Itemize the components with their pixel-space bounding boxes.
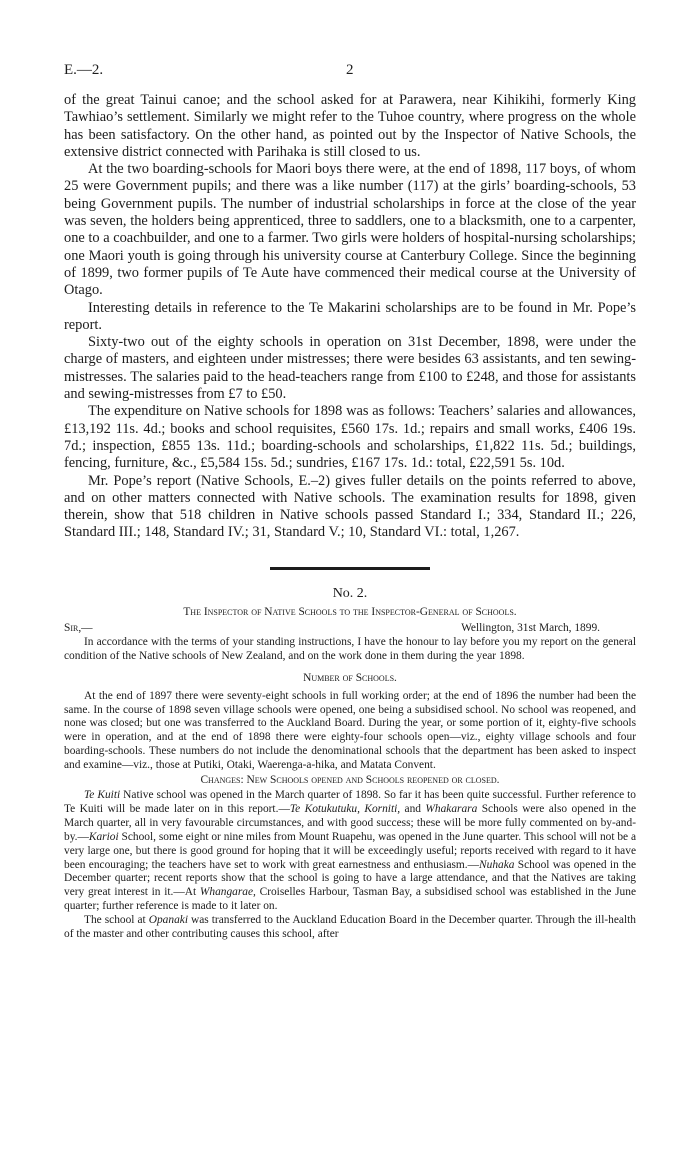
page-header [64,62,636,84]
school-name: Te Kuiti [84,788,121,801]
paragraph: The expenditure on Native schools for 1898 was as follows: Teachers’ salaries and allowances, £13,192 11s. 4d.; books and school requisites, £560 17s. 1d.; repairs and small works, £406 19s. 7d.; inspection, £855 13s. 11d.; boarding-schools and scholarships, £1,822 11s. 5d.; buildings, fencing, furniture, &c., £5,584 15s. 5d.; sundries, £167 17s. 1d.: total, £22,591 5s. 10d. [64,403,636,472]
inspector-letter [64,585,636,942]
place-date: Wellington, 31st March, 1899. [461,621,600,634]
paragraph [64,914,636,942]
text-run: Schools were also opened in the March quarter, all in very favourable circumstances, and with good success; these will be more fully commented on by-and-by.— [64,802,636,843]
school-name: Te Kotukutuku, Korniti, [289,802,401,815]
report-body [64,92,636,542]
text-run: Native school was opened in the March quarter of 1898. So far it has been quite successful. Further reference to Te Kuiti will be made later on in this report.— [64,788,636,815]
letter-title: The Inspector of Native Schools to the Inspector-General of Schools. [183,606,517,618]
paragraph: At the end of 1897 there were seventy-eight schools in full working order; at the end of 1896 the number had been the same. In the course of 1898 seven village schools were opened, one being a subsidised school. No school was reopened, and none was closed; but one was transferred to the Auckland Board. During the year, or some portion of it, eighty-five schools were in operation, and at the end of 1898 there were eighty-four schools open—viz., eighty village schools and four boarding-schools. These numbers do not include the denominational schools that the department has been asked to inspect and examine—viz., those at Putiki, Otaki, Waerenga-a-hika, and Matata Convent. [64,689,636,772]
section-divider [270,567,430,570]
section-heading: Number of Schools. [303,671,397,684]
text-run: The school at [84,914,149,927]
salutation: Sir,— [64,621,93,634]
paragraph: Interesting details in reference to the Te Makarini scholarships are to be found in Mr. Pope’s report. [64,299,636,333]
text-run: School was opened in the December quarter; recent reports show that the school is going to have a large attendance, and that the Natives are taking very great interest in it.—At [64,858,637,899]
school-name: Opanaki [148,914,188,927]
letter-number: No. 2. [332,586,368,601]
letter-intro: In accordance with the terms of your standing instructions, I have the honour to lay before you my report on the general condition of the Native schools of New Zealand, and on the work done in them during the year 1898. [64,635,636,662]
text-run: Croiselles Harbour, Tasman Bay, a subsidised school was established in the June quarter; further reference is made to it later on. [64,886,637,913]
school-name: Whakarara [425,802,478,815]
section-heading: Changes: New Schools opened and Schools reopened or closed. [200,774,500,787]
paragraph: of the great Tainui canoe; and the school asked for at Parawera, near Kihikihi, formerly King Tawhiao’s settlement. Similarly we might refer to the Tuhoe country, where progress on the whole has been satisfactory. On the other hand, as pointed out by the Inspector of Native Schools, the extensive district connected with Parihaka is still closed to us. [64,92,636,160]
document-code: E.—2. [64,62,104,78]
school-name: Whangarae, [199,886,256,899]
text-run: and [400,802,426,815]
school-name: Karioi [88,830,119,843]
paragraph: Mr. Pope’s report (Native Schools, E.–2) gives fuller details on the points referred to above, and on other matters connected with Native schools. The examination results for 1898, given therein, show that 518 children in Native schools passed Standard I.; 334, Standard II.; 226, Standard III.; 148, Standard IV.; 31, Standard V.; 10, Standard VI.: total, 1,267. [64,472,636,541]
text-run: was transferred to the Auckland Education Board in the December quarter. Through the ill-health of the master and other contributing causes this school, after [64,914,636,941]
salutation-row [64,622,636,636]
school-name: Nuhaka [479,858,515,871]
paragraph: At the two boarding-schools for Maori boys there were, at the end of 1898, 117 boys, of whom 25 were Government pupils; and there was a like number (117) at the girls’ boarding-schools, 53 being Government pupils. The number of industrial scholarships in force at the close of the year was seven, the holders being apprenticed, three to saddlers, one to a blacksmith, one to a carpenter, one to a coachbuilder, and one to a farmer. Two girls were holders of hospital-nursing scholarships; one Maori youth is going through his university course at Canterbury College. Since the beginning of 1899, two former pupils of Te Aute have commenced their medical course at the University of Otago. [64,161,636,299]
paragraph: Sixty-two out of the eighty schools in operation on 31st December, 1898, were under the charge of masters, and eighteen under mistresses; there were besides 63 assistants, and ten sewing-mistresses. The salaries paid to the head-teachers range from £100 to £248, and those for assistants and sewing-mistresses from £7 to £50. [64,334,636,403]
paragraph [64,789,636,914]
page-number: 2 [346,62,354,78]
text-run: School, some eight or nine miles from Mount Ruapehu, was opened in the June quarter. This school will not be a very large one, but there is good ground for hoping that it will be exceedingly useful; reports received with regard to it have been encouraging; the teachers have set to work with great earnestness and enthusiasm.— [64,830,637,871]
